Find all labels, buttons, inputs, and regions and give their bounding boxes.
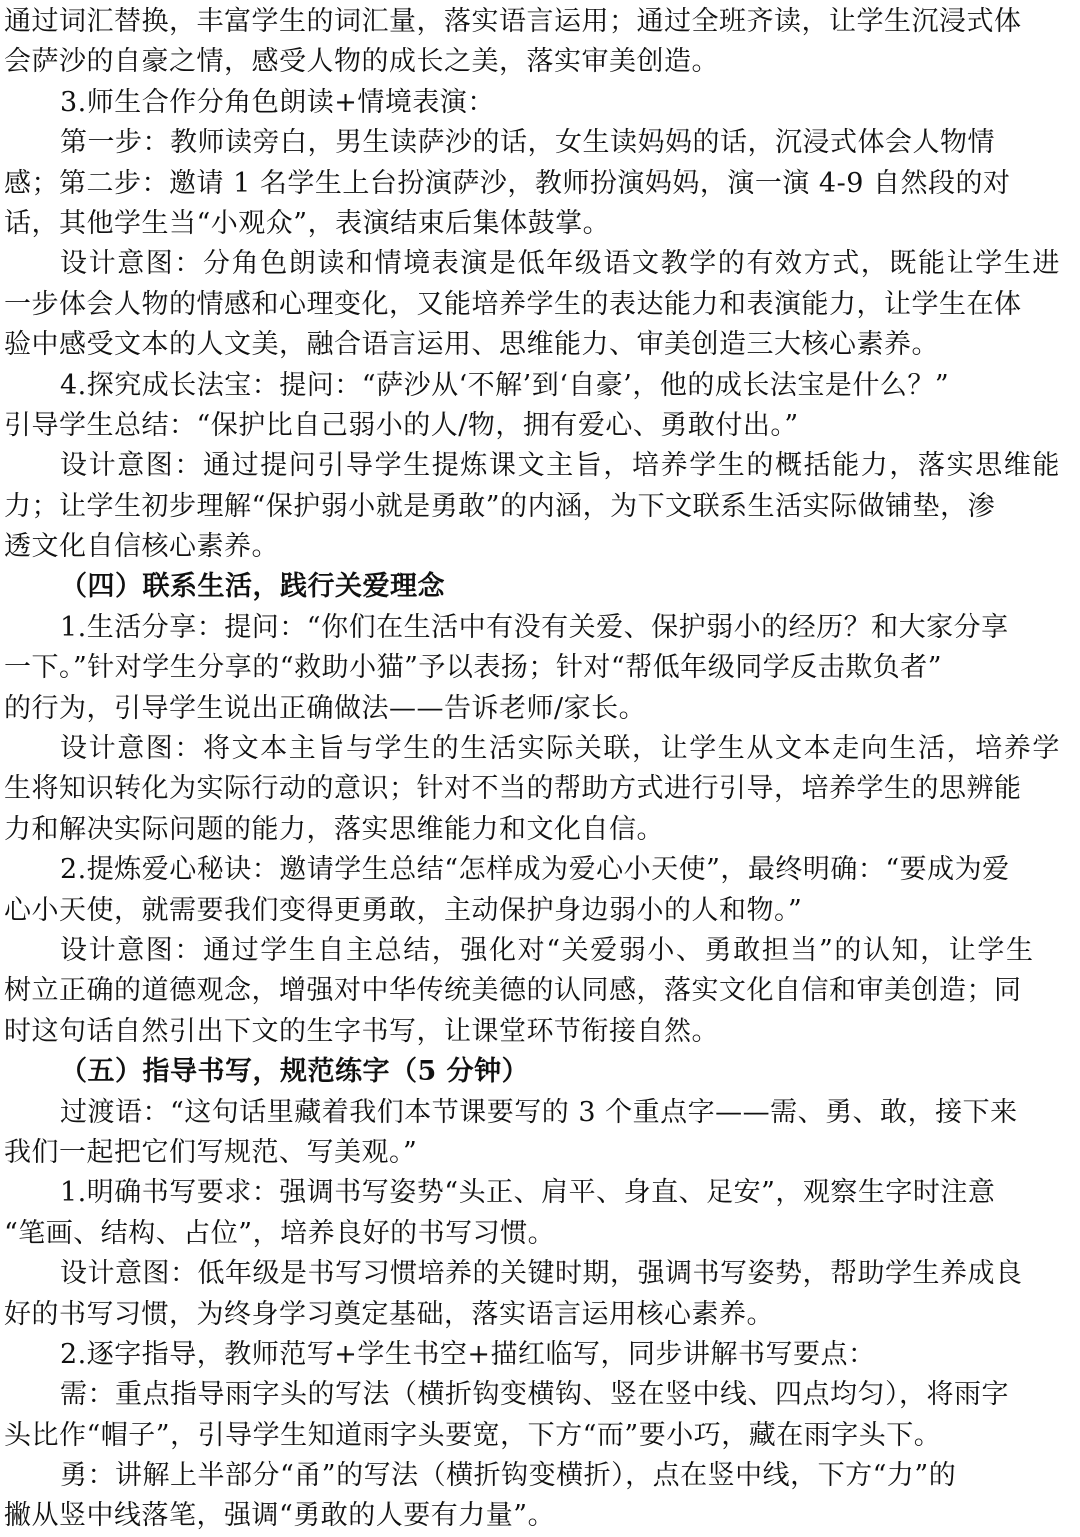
design-intent-line: 设计意图：通过提问引导学生提炼课文主旨，培养学生的概括能力，落实思维能 — [60, 450, 1061, 482]
text-line: 4.探究成长法宝：提问：“萨沙从‘不解’到‘自豪’，他的成长法宝是什么？” — [60, 369, 950, 401]
text-line: 力；让学生初步理解“保护弱小就是勇敢”的内涵，为下文联系生活实际做铺垫，渗 — [4, 490, 996, 522]
text-line: 的行为，引导学生说出正确做法——告诉老师/家长。 — [4, 692, 647, 724]
text-line: 时这句话自然引出下文的生字书写，让课堂环节衔接自然。 — [4, 1015, 719, 1047]
text-line: 需：重点指导雨字头的写法（横折钩变横钩、竖在竖中线、四点均匀），将雨字 — [60, 1379, 1009, 1411]
design-intent-line: 设计意图：低年级是书写习惯培养的关键时期，强调书写姿势，帮助学生养成良 — [60, 1258, 1023, 1290]
design-intent-line: 设计意图：通过学生自主总结，强化对“关爱弱小、勇敢担当”的认知，让学生 — [60, 934, 1035, 966]
text-line: “笔画、结构、占位”，培养良好的书写习惯。 — [4, 1217, 556, 1249]
text-line: 验中感受文本的人文美，融合语言运用、思维能力、审美创造三大核心素养。 — [4, 329, 939, 361]
text-line: 2.提炼爱心秘诀：邀请学生总结“怎样成为爱心小天使”，最终明确：“要成为爱 — [60, 854, 1010, 886]
text-line: 勇：讲解上半部分“甬”的写法（横折钩变横折），点在竖中线，下方“力”的 — [60, 1460, 957, 1492]
text-line: 一步体会人物的情感和心理变化，又能培养学生的表达能力和表演能力，让学生在体 — [4, 288, 1022, 320]
text-line: 头比作“帽子”，引导学生知道雨字头要宽，下方“而”要小巧，藏在雨字头下。 — [4, 1419, 942, 1451]
section-heading: （四）联系生活，践行关爱理念 — [60, 571, 445, 603]
text-line: 撇从竖中线落笔，强调“勇敢的人要有力量”。 — [4, 1500, 556, 1532]
text-line: 过渡语：“这句话里藏着我们本节课要写的 3 个重点字——需、勇、敢，接下来 — [60, 1096, 1018, 1128]
text-line: 引导学生总结：“保护比自己弱小的人/物，拥有爱心、勇敢付出。” — [4, 409, 799, 441]
section-heading: （五）指导书写，规范练字（5 分钟） — [60, 1056, 530, 1088]
text-line: 1.明确书写要求：强调书写姿势“头正、肩平、身直、足安”，观察生字时注意 — [60, 1177, 996, 1209]
text-line: 一下。”针对学生分享的“救助小猫”予以表扬；针对“帮低年级同学反击欺负者” — [4, 652, 943, 684]
text-line: 心小天使，就需要我们变得更勇敢，主动保护身边弱小的人和物。” — [4, 894, 803, 926]
text-line: 力和解决实际问题的能力，落实思维能力和文化自信。 — [4, 813, 664, 845]
text-line: 通过词汇替换，丰富学生的词汇量，落实语言运用；通过全班齐读，让学生沉浸式体 — [4, 6, 1022, 37]
text-line: 生将知识转化为实际行动的意识；针对不当的帮助方式进行引导，培养学生的思辨能 — [4, 773, 1022, 805]
text-line: 透文化自信核心素养。 — [4, 531, 279, 563]
text-line: 3.师生合作分角色朗读+情境表演： — [60, 86, 495, 118]
design-intent-line: 设计意图：分角色朗读和情境表演是低年级语文教学的有效方式，既能让学生进 — [60, 248, 1061, 280]
text-line: 感；第二步：邀请 1 名学生上台扮演萨沙，教师扮演妈妈，演一演 4-9 自然段的对 — [4, 167, 1011, 199]
text-line: 2.逐字指导，教师范写+学生书空+描红临写，同步讲解书写要点： — [60, 1338, 876, 1370]
text-line: 我们一起把它们写规范、写美观。” — [4, 1136, 418, 1168]
design-intent-line: 设计意图：将文本主旨与学生的生活实际关联，让学生从文本走向生活，培养学 — [60, 733, 1061, 765]
text-line: 会萨沙的自豪之情，感受人物的成长之美，落实审美创造。 — [4, 46, 719, 78]
text-line: 1.生活分享：提问：“你们在生活中有没有关爱、保护弱小的经历？和大家分享 — [60, 611, 1009, 643]
text-line: 第一步：教师读旁白，男生读萨沙的话，女生读妈妈的话，沉浸式体会人物情 — [60, 127, 995, 159]
text-line: 好的书写习惯，为终身学习奠定基础，落实语言运用核心素养。 — [4, 1298, 774, 1330]
text-line: 话，其他学生当“小观众”，表演结束后集体鼓掌。 — [4, 207, 611, 239]
text-line: 树立正确的道德观念，增强对中华传统美德的认同感，落实文化自信和审美创造；同 — [4, 975, 1022, 1007]
